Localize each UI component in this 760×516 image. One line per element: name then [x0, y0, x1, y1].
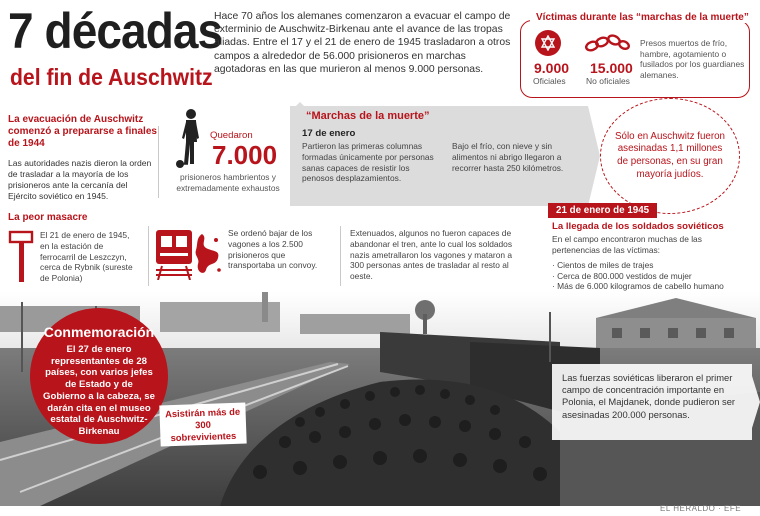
official-label: Oficiales — [533, 76, 566, 86]
liberation-title: La llegada de los soldados soviéticos — [552, 221, 724, 232]
star-of-david-icon — [535, 30, 561, 56]
massacre-text-1: El 21 de enero de 1945, en la estación de ferrocarril de Leszczyn, cerca de Rybnik (sureste de Polonia) — [40, 230, 133, 283]
list-item: · Cientos de miles de trajes — [552, 260, 654, 270]
commemoration-circle — [30, 308, 168, 444]
credit: EL HERALDO · EFE — [660, 504, 742, 513]
broken-chain-icon — [584, 32, 630, 59]
page-subtitle: del fin de Auschwitz — [10, 64, 213, 90]
intro-text: Hace 70 años los alemanes comenzaron a evacuar el campo de exterminio de Auschwitz-Birkenau ante el avance de las tropas aliadas. Entre el 17 y el 21 de enero de 1945 trasladaron a otros campos a alrededor de 56.000 prisioneros en marchas agotadoras en las que murieron al menos 9.000 personas. — [214, 11, 511, 75]
prisoner-icon — [172, 108, 208, 175]
victims-circle-note: Sólo en Auschwitz fueron asesinadas 1,1 millones de personas, en su gran mayoría judíos. — [600, 98, 740, 214]
commemoration-text: El 27 de enero representantes de 28 países, con varios jefes de Estado y de Gobierno a la cabeza, se darán cita en el museo estatal de Auschwitz-Birkenau — [43, 344, 155, 437]
evacuation-text: Las autoridades nazis dieron la orden de trasladar a la mayoría de los prisioneros ante la cercanía del Ejército soviético en 1945. — [8, 158, 152, 201]
unofficial-count: 15.000 — [590, 60, 633, 76]
train-icon — [154, 228, 194, 285]
victims-official — [533, 30, 563, 56]
marches-date: 17 de enero — [302, 128, 356, 139]
remaining-description: prisioneros hambrientos y extremadamente exhaustos — [176, 172, 280, 193]
liberation-text: En el campo encontraron muchas de las pertenencias de las víctimas: — [552, 234, 702, 255]
soviet-note-arrow — [752, 376, 760, 428]
evacuation-title: La evacuación de Auschwitz comenzó a prepararse a finales de 1944 — [8, 114, 157, 149]
page-title: 7 décadas — [8, 3, 223, 59]
divider — [158, 126, 159, 198]
official-count: 9.000 — [534, 60, 570, 76]
divider — [148, 226, 149, 286]
list-item: · Cerca de 800.000 vestidos de mujer — [552, 270, 692, 281]
blood-splatter-icon — [192, 232, 222, 281]
remaining-label: Quedaron — [210, 130, 253, 141]
massacre-text-3: Extenuados, algunos no fueron capaces de abandonar el tren, ante lo cual los soldados nazis ametrallaron los vagones y mataron a 300 personas antes de trasladar al resto al oeste. — [350, 228, 513, 281]
marches-text-2: Bajo el frío, con nieve y sin alimentos ni abrigo llegaron a recorrer hasta 250 kilómetros. — [452, 141, 564, 173]
victims-title: Víctimas durante las “marchas de la muerte” — [530, 12, 755, 23]
railway-sign-icon — [8, 228, 34, 289]
divider — [340, 226, 341, 286]
massacre-text-2: Se ordenó bajar de los vagones a los 2.500 prisioneros que transportaba un convoy. — [228, 228, 318, 271]
unofficial-label: No oficiales — [586, 76, 630, 86]
marches-panel-arrow — [588, 106, 600, 206]
remaining-count: 7.000 — [212, 140, 278, 170]
soviet-note: Las fuerzas soviéticas liberaron el primer campo de concentración importante en Polonia, el Majdanek, donde pudieron ser asesinadas 200.000 personas. — [552, 364, 752, 440]
list-item: · Más de 6.000 kilogramos de cabello humano — [552, 281, 724, 292]
liberation-date-tag: 21 de enero de 1945 — [548, 203, 657, 218]
commemoration-title: Conmemoración — [43, 324, 155, 340]
victims-note: Presos muertos de frío, hambre, agotamiento o fusilados por los guardianes alemanes. — [640, 38, 745, 80]
marches-text-1: Partieron las primeras columnas formadas únicamente por personas sanas capaces de resistir los penosos desplazamientos. — [302, 141, 434, 184]
marches-title: “Marchas de la muerte” — [306, 110, 430, 122]
survivors-note: Asistirán más de 300 sobrevivientes — [159, 403, 246, 447]
liberation-list — [552, 260, 752, 292]
massacre-title: La peor masacre — [8, 212, 88, 223]
